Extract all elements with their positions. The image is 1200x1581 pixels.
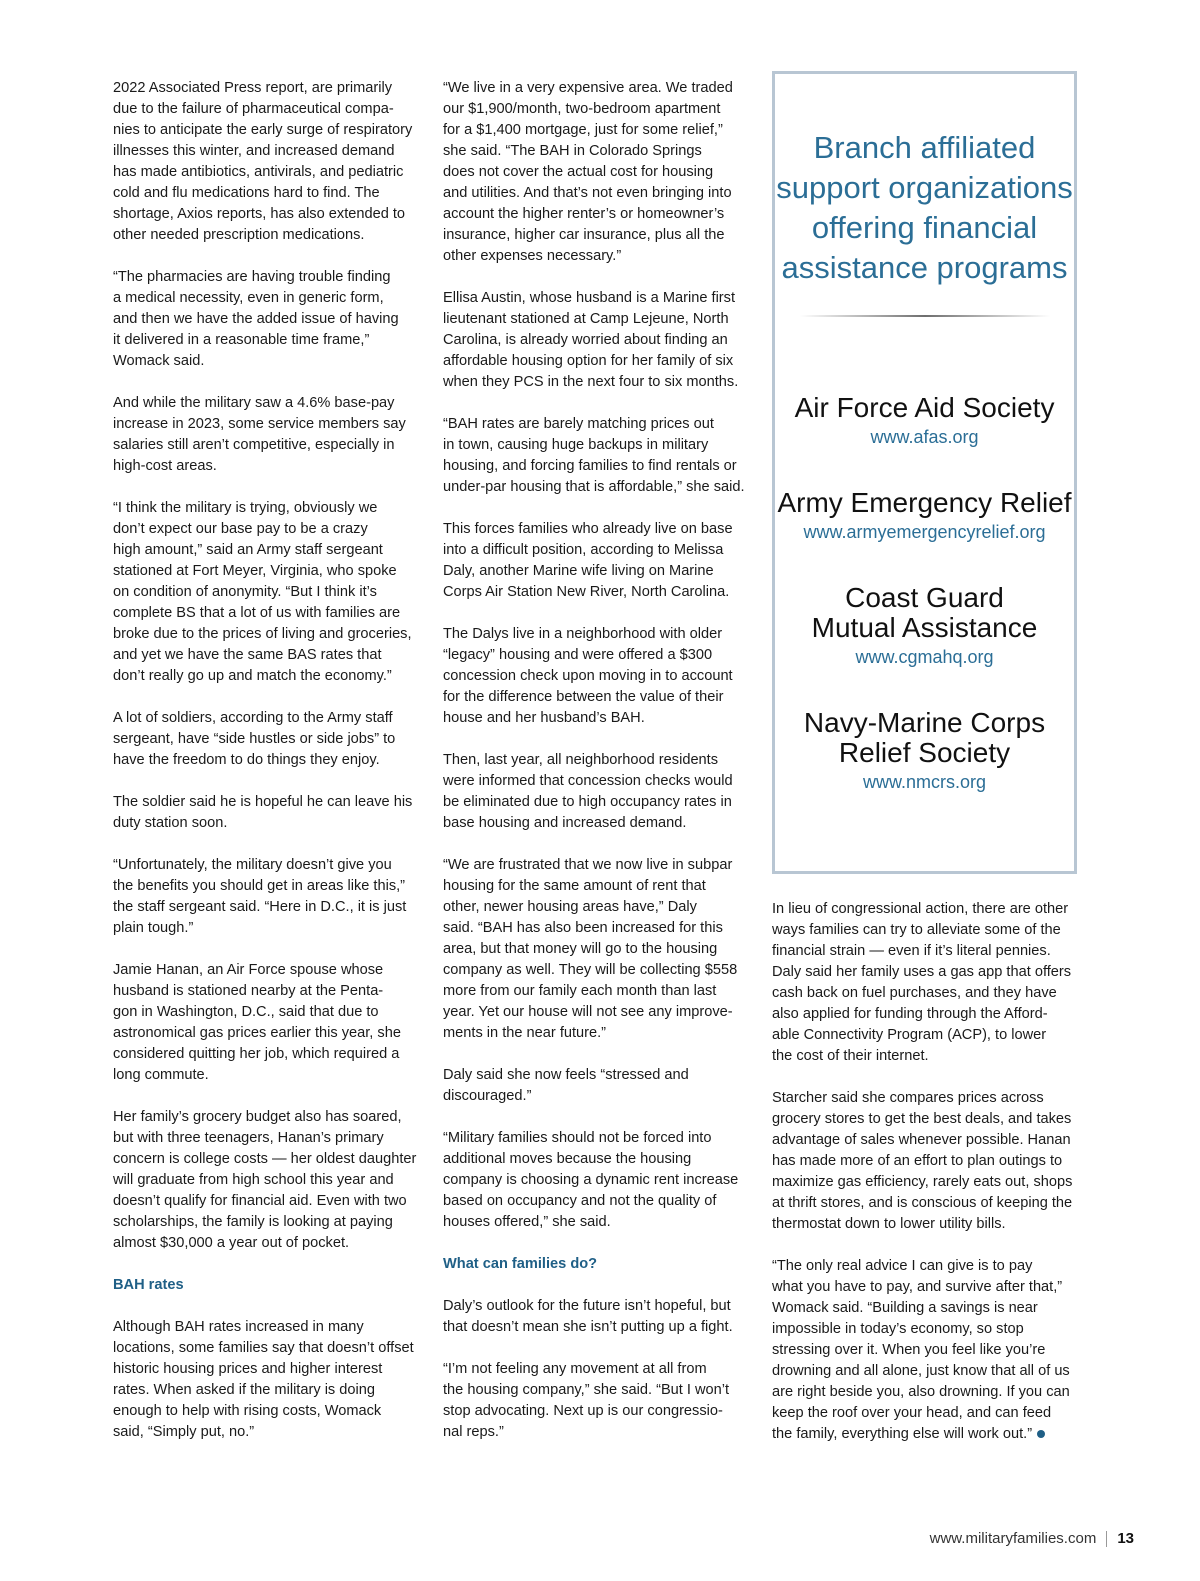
paragraph: “I’m not feeling any movement at all from the housing company,” she said. “But I won’t stop advocating. Next up is our congressio- nal reps.” — [443, 1361, 730, 1440]
org-link[interactable]: www.nmcrs.org — [862, 772, 987, 792]
footer-divider — [1106, 1531, 1107, 1547]
paragraph: “BAH rates are barely matching prices out in town, causing huge backups in military housing, and forcing families to find rentals or under-par housing that is affordable,” she said. — [443, 416, 745, 495]
paragraph: And while the military saw a 4.6% base-pay increase in 2023, some service members say salaries still aren’t competitive, especially in high-cost areas. — [113, 395, 406, 474]
paragraph: 2022 Associated Press report, are primarily due to the failure of pharmaceutical compa- nies to anticipate the early surge of respiratory illnesses this winter, and increased demand has made antibiotics, antivirals, and pediatric cold and flu medications hard to find. The shortage, Axios reports, has also extended to other needed prescription medications. — [113, 80, 413, 243]
paragraph: This forces families who already live on base into a difficult position, according to Melissa Daly, another Marine wife living on Marine Corps Air Station New River, North Carolina. — [443, 521, 733, 600]
article-column-2 — [443, 78, 751, 1464]
end-mark-icon — [1037, 1430, 1045, 1438]
org-name: Coast Guard Mutual Assistance — [811, 582, 1038, 643]
paragraph: Then, last year, all neighborhood residents were informed that concession checks would be eliminated due to high occupancy rates in base housing and increased demand. — [443, 752, 733, 831]
paragraph: “Military families should not be forced into additional moves because the housing company is choosing a dynamic rent increase based on occupancy and not the quality of houses offered,” she said. — [443, 1130, 739, 1230]
paragraph: The Dalys live in a neighborhood with older “legacy” housing and were offered a $300 concession check upon moving in to account for the difference between the value of their house and her husband’s BAH. — [443, 626, 733, 726]
paragraph: Jamie Hanan, an Air Force spouse whose husband is stationed nearby at the Penta- gon in Washington, D.C., said that due to astronomical gas prices earlier this year, she considered quitting her job, which required a long commute. — [113, 962, 401, 1083]
paragraph: In lieu of congressional action, there are other ways families can try to alleviate some of the financial strain — even if it’s literal pennies. Daly said her family uses a gas app that offers cash back on fuel purchases, and they have also applied for funding through the Afford- able Connectivity Program (ACP), to lower the cost of their internet. — [772, 901, 1072, 1064]
paragraph — [772, 1256, 1078, 1445]
paragraph: Starcher said she compares prices across grocery stores to get the best deals, and takes advantage of sales whenever possible. Hanan has made more of an effort to plan outings to maximize gas efficiency, rarely eats out, shops at thrift stores, and is conscious of keeping the thermostat down to lower utility bills. — [772, 1090, 1073, 1232]
divider — [800, 315, 1050, 317]
paragraph: The soldier said he is hopeful he can leave his duty station soon. — [113, 794, 413, 831]
paragraph-text: “The only real advice I can give is to pay what you have to pay, and survive after that,” Womack said. “Building a savings is near impossible in today’s economy, so stop stressing over it. When you feel like you’re drowning and all alone, just know that all of us are right beside you, also drowning. If you can keep the roof over your head, and can feed the family, everything else will work out.” — [772, 1258, 1070, 1442]
org-army-emergency-relief — [775, 488, 1074, 544]
article-column-1 — [113, 78, 421, 1464]
org-link[interactable]: www.cgmahq.org — [855, 647, 994, 667]
paragraph: “The pharmacies are having trouble finding a medical necessity, even in generic form, and then we have the added issue of having it delivered in a reasonable time frame,” Womack said. — [113, 269, 399, 369]
org-air-force-aid-society — [775, 393, 1074, 449]
org-name: Air Force Aid Society — [794, 392, 1055, 423]
support-organizations-sidebar — [772, 71, 1077, 874]
org-link[interactable]: www.afas.org — [870, 427, 979, 447]
paragraph: “We live in a very expensive area. We traded our $1,900/month, two-bedroom apartment for a $1,400 mortgage, just for some relief,” she said. “The BAH in Colorado Springs does not cover the actual cost for housing and utilities. And that’s not even bringing into account the higher renter’s or homeowner’s insurance, higher car insurance, plus all the other expenses necessary.” — [443, 80, 733, 264]
article-column-3 — [772, 899, 1078, 1466]
section-heading: What can families do? — [443, 1256, 598, 1272]
paragraph: “Unfortunately, the military doesn’t give you the benefits you should get in areas like this,” the staff sergeant said. “Here in D.C., it is just plain tough.” — [113, 857, 407, 936]
org-navy-marine-corps-relief-society — [775, 708, 1074, 794]
page-footer — [930, 1529, 1134, 1549]
org-link[interactable]: www.armyemergencyrelief.org — [803, 522, 1046, 542]
org-coast-guard-mutual-assistance — [775, 583, 1074, 669]
paragraph: Daly said she now feels “stressed and discouraged.” — [443, 1067, 689, 1104]
paragraph: Her family’s grocery budget also has soared, but with three teenagers, Hanan’s primary concern is college costs — her oldest daughter will graduate from high school this year and doesn’t qualify for financial aid. Even with two scholarships, the family is looking at paying almost $30,000 a year out of pocket. — [113, 1109, 417, 1251]
paragraph: Although BAH rates increased in many locations, some families say that doesn’t offset historic housing prices and higher interest rates. When asked if the military is doing enough to help with rising costs, Womack said, “Simply put, no.” — [113, 1319, 414, 1440]
section-heading: BAH rates — [113, 1277, 184, 1293]
org-name: Army Emergency Relief — [777, 487, 1072, 518]
paragraph: “We are frustrated that we now live in subpar housing for the same amount of rent that other, newer housing areas have,” Daly said. “BAH has also been increased for this area, but that money will go to the housing company as well. They will be collecting $558 more from our family each month than last year. Yet our house will not see any improve- ments in the near future.” — [443, 857, 738, 1041]
page-number: 13 — [1117, 1530, 1134, 1547]
paragraph: Ellisa Austin, whose husband is a Marine first lieutenant stationed at Camp Lejeune, North Carolina, is already worried about finding an affordable housing option for her family of six when they PCS in the next four to six months. — [443, 290, 739, 390]
org-name: Navy-Marine Corps Relief Society — [803, 707, 1046, 768]
sidebar-title: Branch affiliated support organizations offering financial assistance programs — [776, 130, 1073, 285]
paragraph: Daly’s outlook for the future isn’t hopeful, but that doesn’t mean she isn’t putting up a fight. — [443, 1298, 733, 1335]
footer-site-link[interactable]: www.militaryfamilies.com — [929, 1530, 1097, 1547]
paragraph: A lot of soldiers, according to the Army staff sergeant, have “side hustles or side jobs” to have the freedom to do things they enjoy. — [113, 710, 396, 768]
paragraph: “I think the military is trying, obviously we don’t expect our base pay to be a crazy high amount,” said an Army staff sergeant stationed at Fort Meyer, Virginia, who spoke on condition of anonymity. “But I think it’s complete BS that a lot of us with families are broke due to the prices of living and groceries, and yet we have the same BAS rates that don’t really go up and match the economy.” — [113, 500, 412, 684]
